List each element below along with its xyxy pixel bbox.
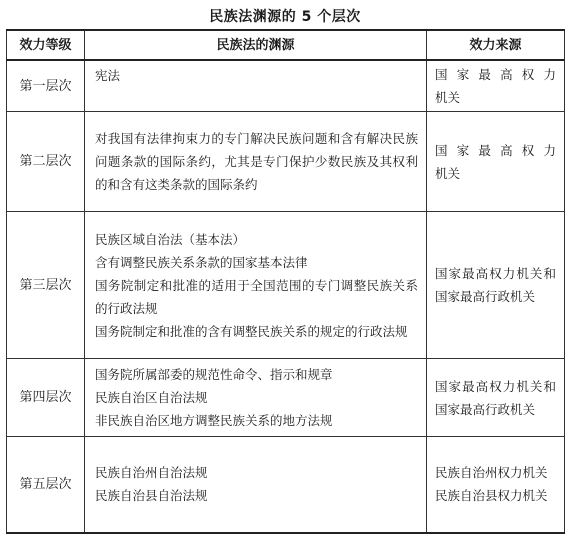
table-row xyxy=(7,60,565,112)
header-level: 效力等级 xyxy=(7,30,85,60)
authority-line: 国家最高权力 xyxy=(435,142,556,158)
authority-line: 国家最高权力机关和国家最高行政机关 xyxy=(435,378,556,417)
source-item: 民族区域自治法（基本法） xyxy=(95,231,246,247)
source-item: 民族自治区自治法规 xyxy=(95,390,208,405)
table-row xyxy=(7,112,565,212)
header-row xyxy=(7,30,565,60)
level-cell: 第四层次 xyxy=(7,359,85,437)
table-title: 民族法渊源的 5 个层次 xyxy=(209,9,361,25)
authority-line: 国家最高权力 xyxy=(435,67,556,82)
authority-cell xyxy=(427,359,565,437)
level-cell: 第二层次 xyxy=(7,112,85,212)
authority-cell xyxy=(427,60,565,112)
source-item: 国务院所属部委的规范性命令、指示和规章 xyxy=(95,367,333,382)
source-item: 国务院制定和批准的含有调整民族关系的规定的行政法规 xyxy=(95,323,408,339)
authority-line: 机关 xyxy=(435,165,461,181)
source-item: 国务院制定和批准的适用于全国范围的专门调整民族关系的行政法规 xyxy=(95,277,418,316)
authority-line: 机关 xyxy=(435,90,461,105)
source-item: 民族自治州自治法规 xyxy=(95,465,208,481)
level-cell: 第一层次 xyxy=(7,60,85,112)
level-cell: 第三层次 xyxy=(7,212,85,359)
authority-cell xyxy=(427,112,565,212)
authority-line: 国家最高权力机关和国家最高行政机关 xyxy=(435,266,556,304)
source-item: 民族自治县自治法规 xyxy=(95,488,208,504)
authority-line: 民族自治州权力机关 xyxy=(435,465,548,481)
source-cell xyxy=(85,437,427,533)
header-source: 民族法的渊源 xyxy=(85,30,427,60)
header-authority: 效力来源 xyxy=(427,30,565,60)
table-row xyxy=(7,437,565,533)
source-cell xyxy=(85,60,427,112)
source-cell xyxy=(85,112,427,212)
source-cell xyxy=(85,212,427,359)
table-row xyxy=(7,212,565,359)
source-item: 非民族自治区地方调整民族关系的地方法规 xyxy=(95,413,333,428)
level-cell: 第五层次 xyxy=(7,437,85,533)
source-cell xyxy=(85,359,427,437)
table-row xyxy=(7,359,565,437)
source-item: 对我国有法律拘束力的专门解决民族问题和含有解决民族问题条款的国际条约，尤其是专门保护少数民族及其权利的和含有这类条款的国际条约 xyxy=(95,131,418,192)
authority-cell xyxy=(427,212,565,359)
authority-line: 民族自治县权力机关 xyxy=(435,488,548,504)
authority-cell xyxy=(427,437,565,533)
source-item: 含有调整民族关系条款的国家基本法律 xyxy=(95,254,308,270)
source-item: 宪法 xyxy=(95,68,121,83)
legal-sources-table xyxy=(6,29,565,534)
